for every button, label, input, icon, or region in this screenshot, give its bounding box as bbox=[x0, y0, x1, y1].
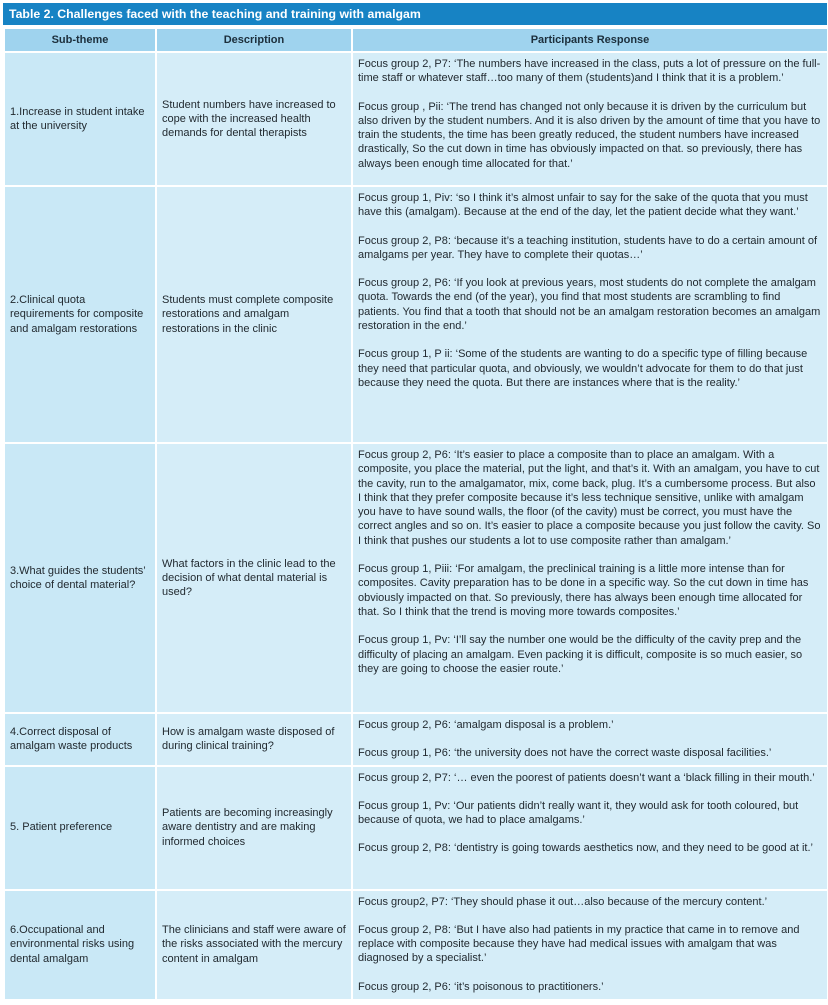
table-row bbox=[4, 52, 828, 186]
participant-quote: Focus group 1, P ii: ‘Some of the students are wanting to do a specific type of filling because they need that particular quota, and obviously, we wouldn’t advocate for them to do that just because they need the quota. But there are instances where that is the reality.’ bbox=[358, 348, 808, 389]
table-row bbox=[4, 443, 828, 713]
participant-quote: Focus group 2, P6: ‘amalgam disposal is a problem.’ bbox=[358, 719, 614, 731]
table-row bbox=[4, 186, 828, 443]
description-cell: The clinicians and staff were aware of the risks associated with the mercury content in amalgam bbox=[156, 890, 352, 1000]
table-row bbox=[4, 713, 828, 766]
response-cell bbox=[352, 52, 828, 186]
table-title: Table 2. Challenges faced with the teaching and training with amalgam bbox=[3, 3, 827, 25]
sub-theme-cell: 4.Correct disposal of amalgam waste products bbox=[4, 713, 156, 766]
response-cell bbox=[352, 443, 828, 713]
participant-quote: Focus group 2, P8: ‘because it’s a teaching institution, students have to do a certain amount of amalgams per year. They have to complete their quotas…’ bbox=[358, 234, 818, 261]
participant-quote: Focus group 1, Pv: ‘Our patients didn’t really want it, they would ask for tooth coloured, but because of quota, we had to place amalgams.’ bbox=[358, 799, 799, 827]
sub-theme-cell: 1.Increase in student intake at the university bbox=[4, 52, 156, 186]
sub-theme-cell: 5. Patient preference bbox=[4, 766, 156, 890]
description-cell: Student numbers have increased to cope with the increased health demands for dental therapists bbox=[156, 52, 352, 186]
response-cell bbox=[352, 186, 828, 443]
challenges-table bbox=[3, 27, 828, 1001]
participant-quote: Focus group 2, P6: ‘It’s easier to place a composite than to place an amalgam. With a composite, you place the material, put the light, and that’s it. With an amalgam, you have to cut the cavity, run to the amalgamator, mix, come back, plug. It’s a cumbersome process. But also I think that they prefer composite because it’s less technique sensitive, unlike with amalgam you have to have sound walls, the floor (of the cavity) must be correct, you must have the correct angles and so on. It’s easier to place a composite because you just follow the cavity. So I think that pushes our students a lot to use composite rather than amalgam.’ bbox=[358, 449, 821, 547]
description-cell: Patients are becoming increasingly aware dentistry and are making informed choices bbox=[156, 766, 352, 890]
header-sub-theme: Sub-theme bbox=[4, 28, 156, 52]
sub-theme-cell: 3.What guides the students’ choice of dental material? bbox=[4, 443, 156, 713]
table-row bbox=[4, 766, 828, 890]
participant-quote: Focus group 2, P7: ‘… even the poorest of patients doesn’t want a ‘black filling in their mouth.’ bbox=[358, 771, 815, 784]
table-row bbox=[4, 890, 828, 1000]
participant-quote: Focus group 2, P8: ‘But I have also had patients in my practice that came in to remove and replace with composite because they have had medical issues with amalgam that was diagnosed by a specialist.’ bbox=[358, 923, 800, 965]
participant-quote: Focus group 1, P6: ‘the university does not have the correct waste disposal facilities.’ bbox=[358, 747, 772, 760]
header-participants-response: Participants Response bbox=[352, 28, 828, 52]
participant-quote: Focus group 1, Piv: ‘so I think it’s almost unfair to say for the sake of the quota that you must have this (amalgam). Because at the end of the day, let the patient decide what they want.’ bbox=[358, 192, 808, 219]
participant-quote: Focus group 2, P6: ‘If you look at previous years, most students do not complete the amalgam quota. Towards the end (of the year), you find that most students are scrambling to find patients. You find that a tooth that should not be an amalgam restoration becomes an amalgam restoration in the end.’ bbox=[358, 277, 821, 333]
description-cell: Students must complete composite restorations and amalgam restorations in the clinic bbox=[156, 186, 352, 443]
header-row bbox=[4, 28, 828, 52]
participant-quote: Focus group 2, P8: ‘dentistry is going towards aesthetics now, and they need to be good at it.’ bbox=[358, 842, 813, 855]
participant-quote: Focus group 2, P6: ‘it’s poisonous to practitioners.’ bbox=[358, 980, 604, 993]
participant-quote: Focus group 2, P7: ‘The numbers have increased in the class, puts a lot of pressure on the full-time staff or whatever staff…too many of them (students)and I think that it is a problem.’ bbox=[358, 58, 821, 85]
header-description: Description bbox=[156, 28, 352, 52]
response-cell bbox=[352, 890, 828, 1000]
table-figure bbox=[3, 3, 827, 1004]
participant-quote: Focus group2, P7: ‘They should phase it out…also because of the mercury content.’ bbox=[358, 895, 768, 908]
response-cell bbox=[352, 713, 828, 766]
description-cell: What factors in the clinic lead to the decision of what dental material is used? bbox=[156, 443, 352, 713]
response-cell bbox=[352, 766, 828, 890]
sub-theme-cell: 2.Clinical quota requirements for composite and amalgam restorations bbox=[4, 186, 156, 443]
sub-theme-cell: 6.Occupational and environmental risks using dental amalgam bbox=[4, 890, 156, 1000]
description-cell: How is amalgam waste disposed of during clinical training? bbox=[156, 713, 352, 766]
participant-quote: Focus group 1, Pv: ‘I’ll say the number one would be the difficulty of the cavity prep and the difficulty of placing an amalgam. Even packing it is difficult, composite is so much easier, so they are going to choose the easier route.’ bbox=[358, 634, 803, 675]
participant-quote: Focus group 1, Piii: ‘For amalgam, the preclinical training is a little more intense than for composites. Cavity preparation has to be done in a specific way. So the cut down in time has obviously impacted on that. So previously, there has always been enough time allocated for that. So I think that the trend is moving more towards composites.’ bbox=[358, 563, 809, 618]
participant-quote: Focus group , Pii: ‘The trend has changed not only because it is driven by the curriculum but also driven by the student numbers. And it is also driven by the amount of time that you have to train the students, the time has been greatly reduced, the student numbers have increased drastically, So the cut down in time has obviously impacted on that. so previously, there has always been enough time allocated for that.’ bbox=[358, 100, 821, 170]
